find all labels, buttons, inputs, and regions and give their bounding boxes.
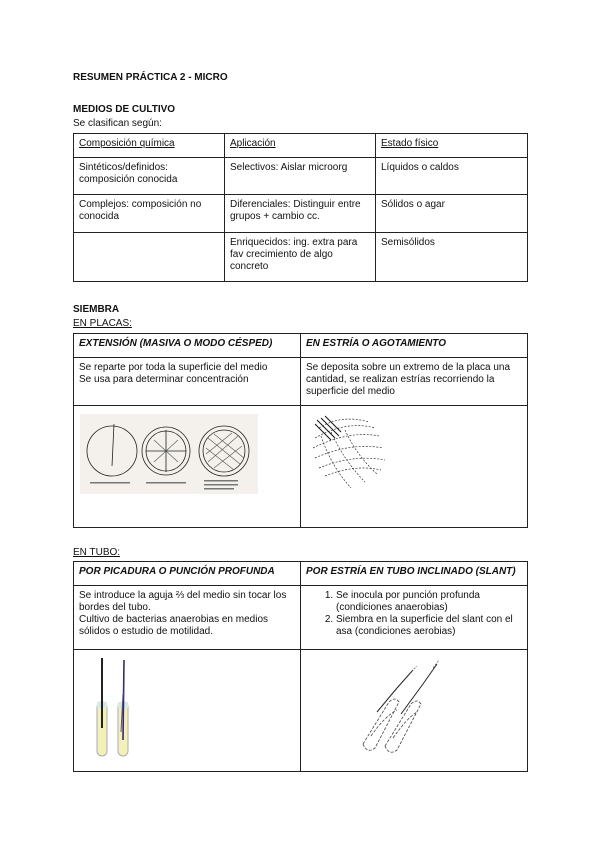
document-title: RESUMEN PRÁCTICA 2 - MICRO: [73, 72, 228, 83]
slant-steps-list: [306, 590, 522, 638]
placas-table: [73, 333, 528, 528]
table-cell: Diferenciales: Distinguir entre grupos + cambio cc.: [225, 195, 376, 233]
list-item: 1. Se inocula por punción profunda (condiciones anaerobias): [336, 590, 522, 614]
slant-tubes-illustration: [301, 650, 527, 771]
table-cell: Sintéticos/definidos: composición conocida: [74, 158, 225, 195]
subheading-tubo: EN TUBO:: [73, 547, 121, 558]
section-heading-siembra: SIEMBRA: [73, 304, 120, 315]
table-cell: [74, 233, 225, 282]
petri-plates-illustration: [74, 406, 300, 527]
medios-table: [73, 133, 528, 282]
section-intro: Se clasifican según:: [73, 118, 162, 129]
slant-description: [301, 586, 528, 650]
streak-illustration-cell: [301, 406, 528, 528]
header-estria: EN ESTRÍA O AGOTAMIENTO: [301, 334, 528, 358]
stab-illustration-cell: [74, 650, 301, 772]
table-cell: Líquidos o caldos: [376, 158, 528, 195]
picadura-description: [74, 586, 301, 650]
table-cell: Sólidos o agar: [376, 195, 528, 233]
plates-illustration-cell: [74, 406, 301, 528]
estria-description: Se deposita sobre un extremo de la placa una cantidad, se realizan estrías recorriendo la superficie del medio: [301, 358, 528, 406]
streak-plate-illustration: [301, 406, 527, 527]
header-slant: POR ESTRÍA EN TUBO INCLINADO (SLANT): [301, 562, 528, 586]
stab-tubes-illustration: [74, 650, 300, 771]
slant-illustration-cell: [301, 650, 528, 772]
extension-line: Se usa para determinar concentración: [79, 374, 249, 385]
extension-description: [74, 358, 301, 406]
list-item: 2. Siembra en la superficie del slant con el asa (condiciones aerobias): [336, 614, 522, 638]
header-aplicacion: Aplicación: [225, 134, 376, 158]
table-cell: Enriquecidos: ing. extra para fav crecimiento de algo concreto: [225, 233, 376, 282]
header-estado: Estado físico: [376, 134, 528, 158]
picadura-line: Se introduce la aguja ⅔ del medio sin tocar los bordes del tubo.: [79, 590, 287, 613]
tubo-table: [73, 561, 528, 772]
header-composicion: Composición química: [74, 134, 225, 158]
header-picadura: POR PICADURA O PUNCIÓN PROFUNDA: [74, 562, 301, 586]
table-cell: Complejos: composición no conocida: [74, 195, 225, 233]
table-cell: Selectivos: Aislar microorg: [225, 158, 376, 195]
table-cell: Semisólidos: [376, 233, 528, 282]
extension-line: Se reparte por toda la superficie del medio: [79, 362, 268, 373]
header-extension: EXTENSIÓN (MASIVA O MODO CÉSPED): [74, 334, 301, 358]
picadura-line: Cultivo de bacterias anaerobias en medios sólidos o estudio de motilidad.: [79, 614, 268, 637]
section-heading-medios: MEDIOS DE CULTIVO: [73, 104, 176, 115]
subheading-placas: EN PLACAS:: [73, 318, 132, 329]
